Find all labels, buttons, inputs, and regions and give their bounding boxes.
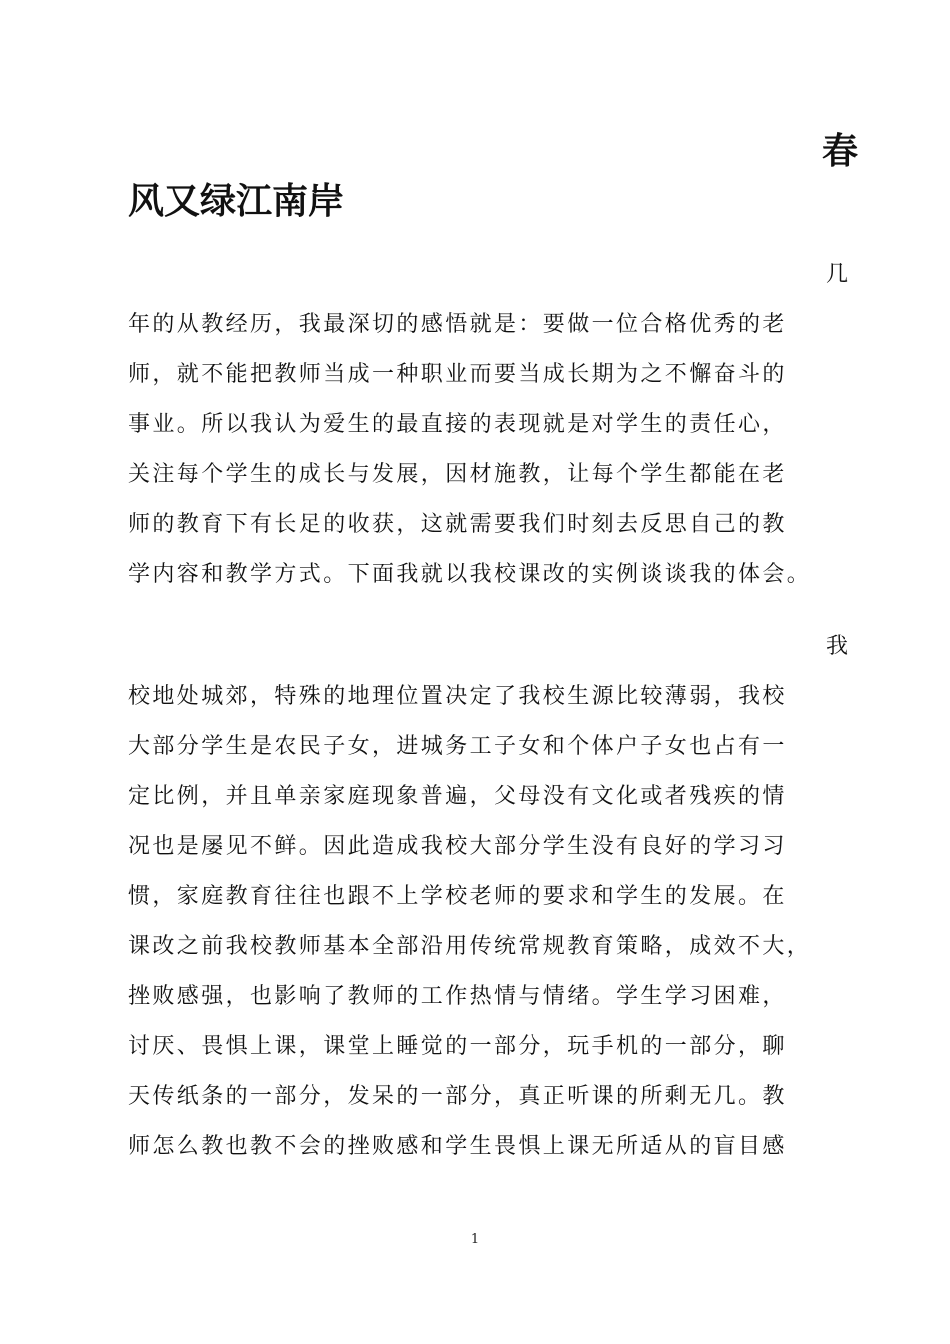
paragraph-2-line: 惯，家庭教育往往也跟不上学校老师的要求和学生的发展。在 [128, 884, 787, 909]
paragraph-2-line: 课改之前我校教师基本全部沿用传统常规教育策略，成效不大， [128, 934, 812, 959]
paragraph-1-first-char: 几 [825, 262, 848, 287]
paragraph-1-line: 事业。所以我认为爱生的最直接的表现就是对学生的责任心， [128, 412, 787, 437]
paragraph-2-line: 校地处城郊，特殊的地理位置决定了我校生源比较薄弱，我校 [128, 684, 787, 709]
paragraph-2-line: 师怎么教也教不会的挫败感和学生畏惧上课无所适从的盲目感 [128, 1134, 787, 1159]
paragraph-2 [128, 672, 838, 1172]
paragraph-1-line: 学内容和教学方式。下面我就以我校课改的实例谈谈我的体会。 [128, 562, 812, 587]
title-first-char: 春 [821, 131, 858, 172]
paragraph-2-line: 定比例，并且单亲家庭现象普遍，父母没有文化或者残疾的情 [128, 784, 787, 809]
paragraph-1-line: 关注每个学生的成长与发展，因材施教，让每个学生都能在老 [128, 462, 787, 487]
paragraph-2-line: 挫败感强，也影响了教师的工作热情与情绪。学生学习困难， [128, 984, 787, 1009]
paragraph-1 [128, 300, 838, 600]
paragraph-2-line: 讨厌、畏惧上课，课堂上睡觉的一部分，玩手机的一部分，聊 [128, 1034, 787, 1059]
paragraph-2-line: 天传纸条的一部分，发呆的一部分，真正听课的所剩无几。教 [128, 1084, 787, 1109]
paragraph-1-line: 师的教育下有长足的收获，这就需要我们时刻去反思自己的教 [128, 512, 787, 537]
title-rest: 风又绿江南岸 [128, 181, 345, 222]
paragraph-2-line: 大部分学生是农民子女，进城务工子女和个体户子女也占有一 [128, 734, 787, 759]
paragraph-2-first-char: 我 [825, 634, 848, 659]
page-number: 1 [470, 1232, 480, 1247]
paragraph-1-line: 年的从教经历，我最深切的感悟就是：要做一位合格优秀的老 [128, 312, 787, 337]
paragraph-1-line: 师，就不能把教师当成一种职业而要当成长期为之不懈奋斗的 [128, 362, 787, 387]
paragraph-2-line: 况也是屡见不鲜。因此造成我校大部分学生没有良好的学习习 [128, 834, 787, 859]
